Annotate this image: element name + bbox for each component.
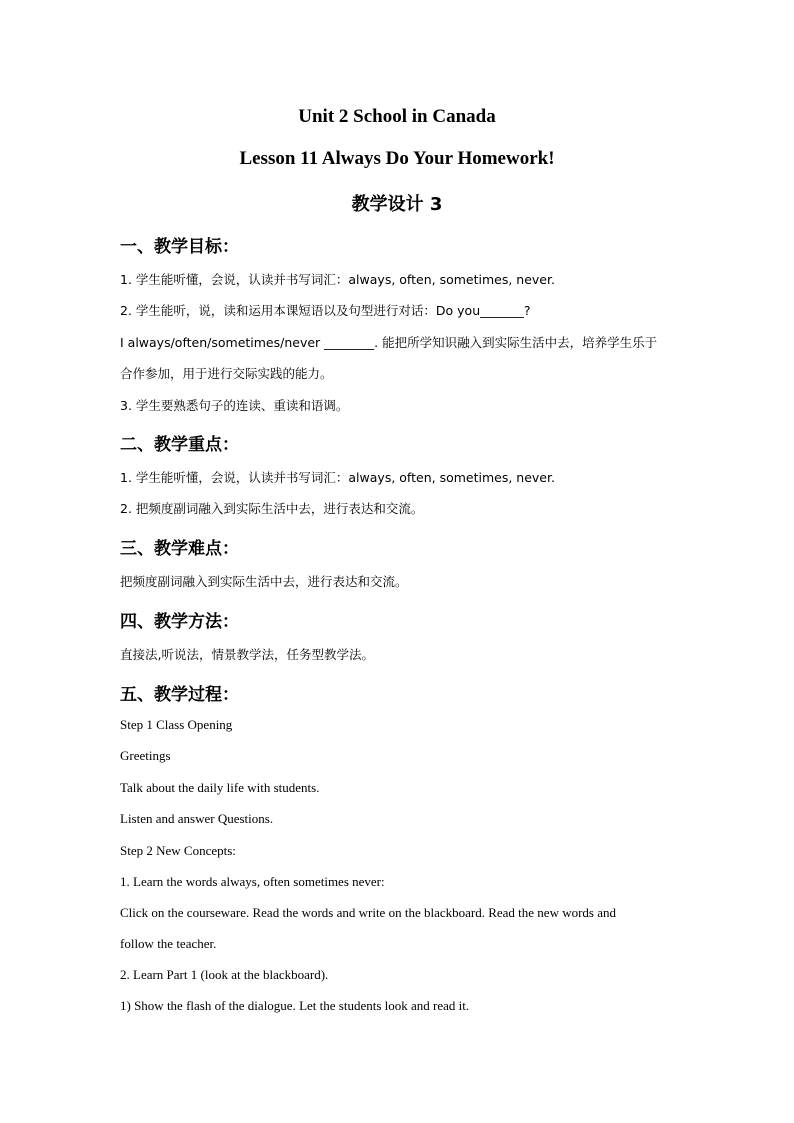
key-points-line-2: 2. 把频度副词融入到实际生活中去，进行表达和交流。 — [120, 501, 424, 516]
objectives-line-3: I always/often/sometimes/never ________. 能把所学知识融入到实际生活中去，培养学生乐于 — [120, 335, 658, 350]
lesson-title: Lesson 11 Always Do Your Homework! — [239, 148, 555, 169]
process-listen: Listen and answer Questions. — [120, 811, 274, 826]
difficulties-line-1: 把频度副词融入到实际生活中去，进行表达和交流。 — [120, 574, 408, 589]
process-click: Click on the courseware. Read the words and write on the blackboard. Read the new words and — [120, 905, 617, 920]
section-heading-key-points: 二、教学重点： — [120, 435, 239, 455]
process-step-2: Step 2 New Concepts: — [120, 843, 236, 858]
objectives-line-4: 合作参加，用于进行交际实践的能力。 — [120, 366, 333, 381]
process-show-flash: 1) Show the flash of the dialogue. Let the students look and read it. — [120, 998, 470, 1013]
methods-line-1: 直接法,听说法，情景教学法，任务型教学法。 — [120, 647, 374, 662]
process-learn-words: 1. Learn the words always, often sometimes never: — [120, 874, 385, 889]
section-heading-difficulties: 三、教学难点： — [120, 539, 239, 559]
section-heading-objectives: 一、教学目标： — [120, 237, 239, 257]
objectives-line-1: 1. 学生能听懂，会说，认读并书写词汇：always, often, sometimes, never. — [120, 272, 555, 287]
process-step-1: Step 1 Class Opening — [120, 717, 233, 732]
objectives-line-2: 2. 学生能听，说，读和运用本课短语以及句型进行对话：Do you_______? — [120, 303, 531, 318]
process-talk: Talk about the daily life with students. — [120, 780, 320, 795]
unit-title: Unit 2 School in Canada — [298, 106, 496, 127]
key-points-line-1: 1. 学生能听懂，会说，认读并书写词汇：always, often, sometimes, never. — [120, 470, 555, 485]
design-title: 教学设计 3 — [351, 194, 443, 215]
section-heading-process: 五、教学过程： — [120, 685, 239, 705]
process-greetings: Greetings — [120, 748, 171, 763]
process-follow: follow the teacher. — [120, 936, 217, 951]
process-learn-part-1: 2. Learn Part 1 (look at the blackboard). — [120, 967, 329, 982]
section-heading-methods: 四、教学方法： — [120, 612, 239, 632]
objectives-line-5: 3. 学生要熟悉句子的连读、重读和语调。 — [120, 398, 349, 413]
